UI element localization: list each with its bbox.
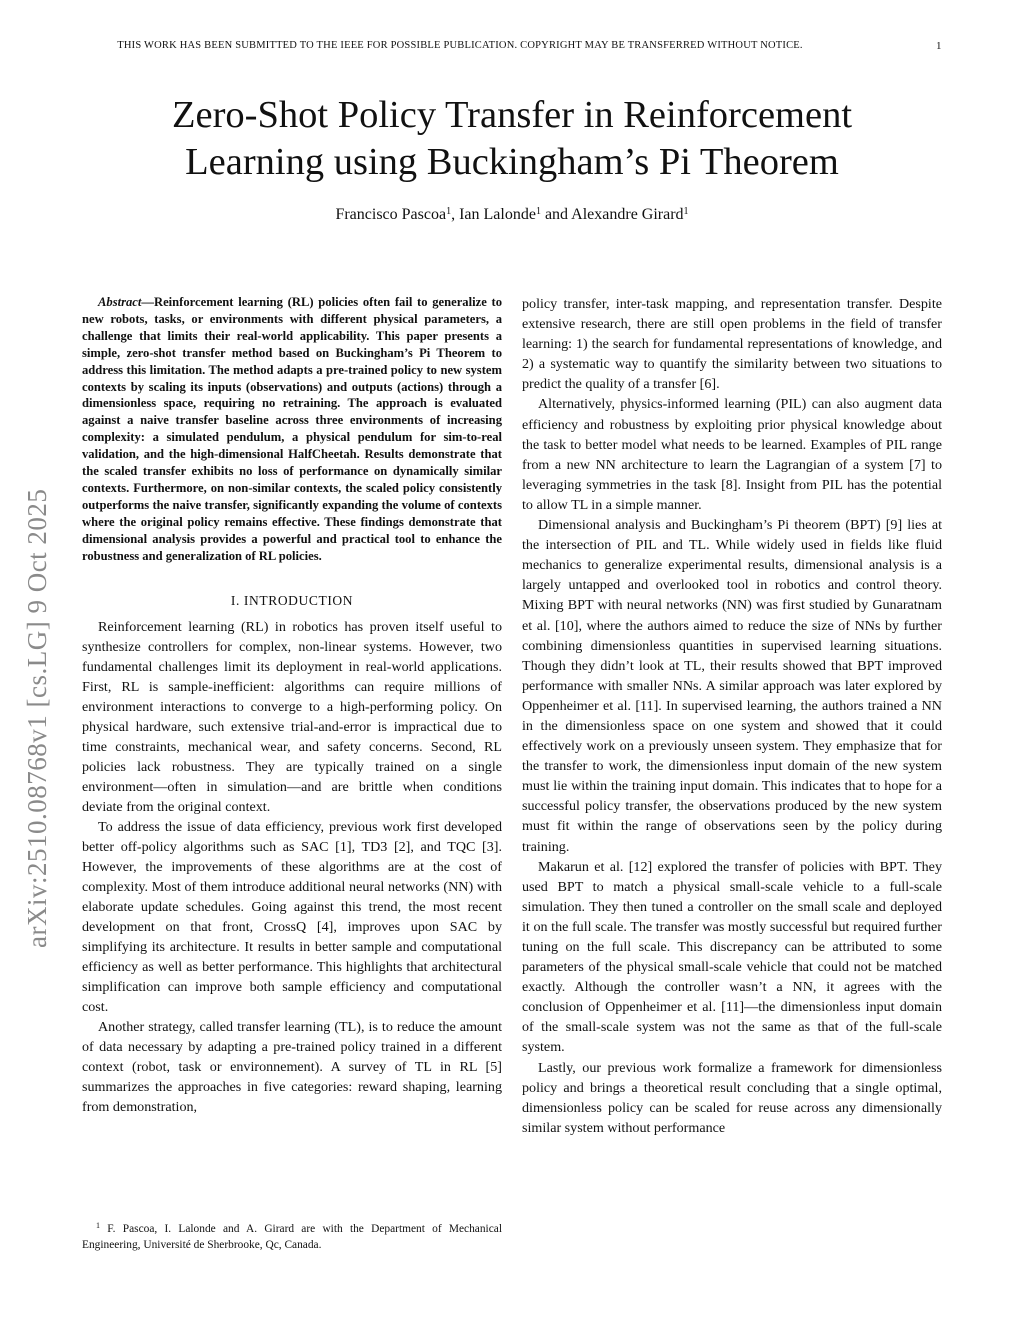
- page-number: 1: [936, 40, 942, 52]
- author-list: [82, 206, 942, 224]
- body-paragraph: policy transfer, inter-task mapping, and representation transfer. Despite extensive research, there are still open problems in the field of transfer learning: 1) the search for fundamental representations of knowledge, and 2) a systematic way to quantify the similarity between two situations to predict the quality of a transfer [6].: [522, 296, 942, 393]
- author-separator: and: [540, 206, 572, 223]
- abstract: [82, 294, 502, 565]
- running-header: THIS WORK HAS BEEN SUBMITTED TO THE IEEE FOR POSSIBLE PUBLICATION. COPYRIGHT MAY BE TRANSFERRED WITHOUT NOTICE.: [117, 40, 803, 51]
- title-line-2: Learning using Buckingham’s Pi Theorem: [185, 140, 839, 183]
- body-paragraph: Lastly, our previous work formalize a framework for dimensionless policy and brings a theoretical result concluding that a single optimal, dimensionless policy can be scaled for reuse across any dimensionally similar system without performance: [522, 1059, 942, 1136]
- author-name: Francisco Pascoa: [335, 206, 447, 223]
- affiliation-footnote: [82, 1218, 502, 1253]
- footnote-mark: 1: [96, 1221, 100, 1230]
- author-name: Alexandre Girard: [571, 206, 684, 223]
- body-paragraph: To address the issue of data efficiency, previous work first developed better off-policy algorithms such as SAC [1], TD3 [2], and TQC [3]. However, the improvements of these algorithms are at the cost of complexity. Most of them introduce additional neural networks (NN) with elaborate update schedules. Going against this trend, the most recent development on that front, CrossQ [4], improves upon SAC by simplifying its architecture. It results in better sample and computational efficiency as well as better performance. This highlights that architectural simplification can improve both sample efficiency and computational cost.: [82, 818, 502, 1015]
- arxiv-identifier-stamp: arXiv:2510.08768v1 [cs.LG] 9 Oct 2025: [22, 488, 52, 948]
- left-column: [82, 294, 502, 1117]
- affiliation-mark: 1: [683, 206, 689, 217]
- body-paragraph: Makarun et al. [12] explored the transfer of policies with BPT. They used BPT to match a physical small-scale vehicle to a full-scale simulation. They then tuned a controller on the small scale and deployed it on the full scale. The transfer was mostly successful but required further tuning on the full scale. This discrepancy can be attributed to some parameters of the physical small-scale vehicle that could not be matched exactly. Although the controller wasn’t a NN, it agrees with the conclusion of Oppenheimer et al. [11]—the dimensionless input domain of the small-scale system was not the same as that of the full-scale system.: [522, 858, 942, 1056]
- body-paragraph: Dimensional analysis and Buckingham’s Pi theorem (BPT) [9] lies at the intersection of PIL and TL. While widely used in fields like fluid mechanics to generalize experimental results, dimensional analysis is a largely untapped and overlooked tool in robotics and control theory. Mixing BPT with neural networks (NN) was first studied by Gunaratnam et al. [10], where the authors aimed to reduce the size of NNs by further combining dimensionless quantities in supervised learning situations. Though they didn’t look at TL, their results showed that BPT improved performance with smaller NNs. A similar approach was later explored by Oppenheimer et al. [11]. In supervised learning, the authors trained a NN in the dimensionless space on one system and showed that it could effectively work on a previously unseen system. They emphasize that for the transfer to work, the dimensionless input domain of the new system must lie within the training input domain. This indicates that to hope for a successful policy transfer, the observations produced by the new system must fit within the range of observations seen by the policy during training.: [522, 517, 942, 855]
- body-paragraph: Another strategy, called transfer learning (TL), is to reduce the amount of data necessary by adapting a pre-trained policy trained in a different context (robot, task or environnement). A survey of TL in RL [5] summarizes the approaches in five categories: reward shaping, learning from demonstration,: [82, 1018, 502, 1115]
- affiliation-mark: 1: [446, 206, 452, 217]
- abstract-label: Abstract: [98, 295, 142, 309]
- section-heading-introduction: I. INTRODUCTION: [230, 592, 354, 608]
- footnote-text: F. Pascoa, I. Lalonde and A. Girard are with the Department of Mechanical Engineering, Université de Sherbrooke, Qc, Canada.: [82, 1223, 502, 1251]
- body-paragraph: Alternatively, physics-informed learning (PIL) can also augment data efficiency and robustness by exploiting prior physical knowledge about the task to better model what needs to be learned. Examples of PIL range from a new NN architecture to learn the Lagrangian of a system [7] to leveraging symmetries in the task [8]. Insight from PIL has the potential to allow TL in a simple manner.: [522, 396, 942, 513]
- abstract-text: —Reinforcement learning (RL) policies often fail to generalize to new robots, tasks, or environments with different physical parameters, a challenge that limits their real-world applicability. This paper presents a simple, zero-shot transfer method based on Buckingham’s Pi Theorem to address this limitation. The method adapts a pre-trained policy to new system contexts by scaling its inputs (observations) and outputs (actions) through a dimensionless space, requiring no retraining. The approach is evaluated against a naive transfer baseline across three environments of increasing complexity: a simulated pendulum, a physical pendulum for sim-to-real validation, and the high-dimensional HalfCheetah. Results demonstrate that the scaled transfer exhibits no loss of performance on dynamically similar contexts. Furthermore, on non-similar contexts, the scaled policy consistently outperforms the naive transfer, significantly expanding the volume of contexts where the original policy remains effective. These findings demonstrate that dimensional analysis provides a powerful and practical tool to enhance the robustness and generalization of RL policies.: [82, 295, 502, 563]
- author-separator: ,: [451, 206, 460, 223]
- author-name: Ian Lalonde: [459, 206, 536, 223]
- right-column: [522, 294, 942, 1138]
- body-paragraph: Reinforcement learning (RL) in robotics has proven itself useful to synthesize controllers for complex, non-linear systems. However, two fundamental challenges limit its deployment in real-world applications. First, RL is sample-inefficient: algorithms can require millions of environment interactions to converge to a high-performing policy. On physical hardware, such extensive trial-and-error is impractical due to time constraints, mechanical wear, and safety concerns. Second, RL policies lack robustness. They are typically trained on a single environment—often in simulation—and are brittle when conditions deviate from the original context.: [82, 618, 502, 815]
- affiliation-mark: 1: [535, 206, 541, 217]
- paper-title: [82, 92, 942, 186]
- title-line-1: Zero-Shot Policy Transfer in Reinforcement: [171, 94, 853, 136]
